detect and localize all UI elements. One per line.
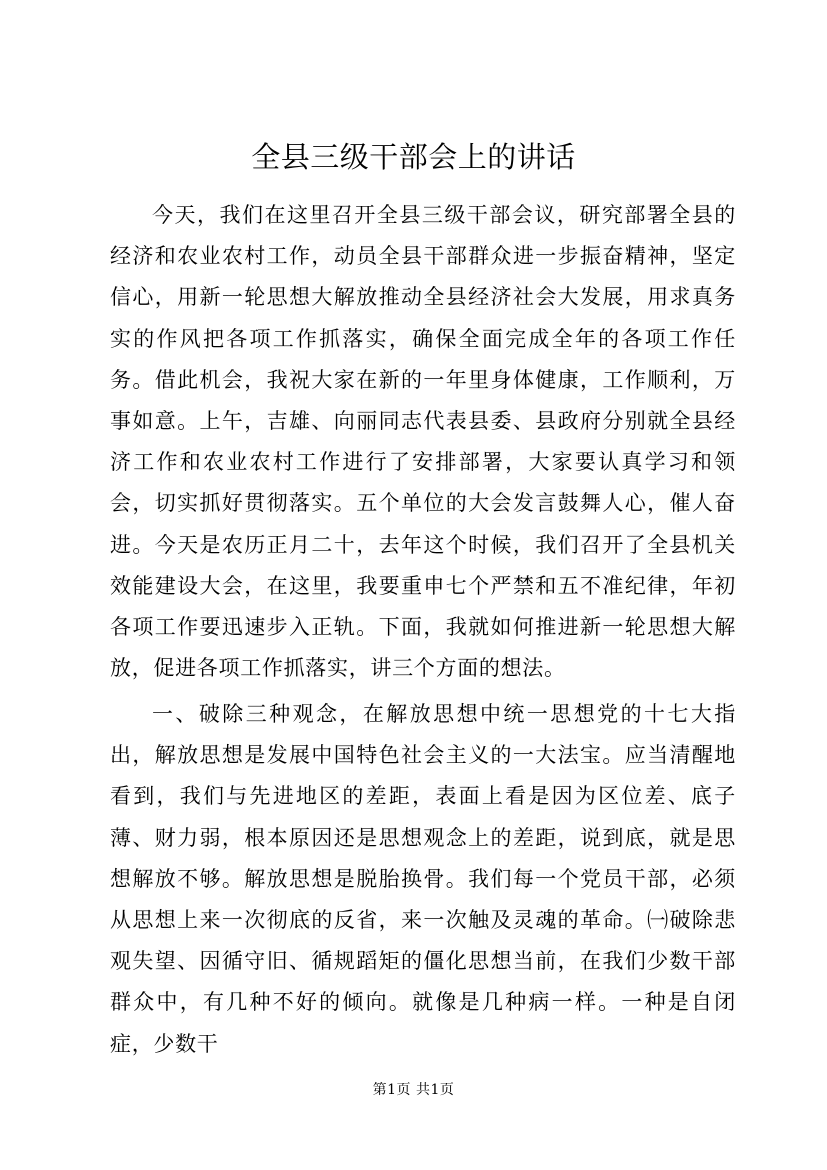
body-paragraph-section-one: 一、破除三种观念，在解放思想中统一思想党的十七大指出，解放思想是发展中国特色社会主义的一大法宝。应当清醒地看到，我们与先进地区的差距，表面上看是因为区位差、底子薄、财力弱，根本原因还是思想观念上的差距，说到底，就是思想解放不够。解放思想是脱胎换骨。我们每一个党员干部，必须从思想上来一次彻底的反省，来一次触及灵魂的革命。㈠破除悲观失望、因循守旧、循规蹈矩的僵化思想当前，在我们少数干部群众中，有几种不好的倾向。就像是几种病一样。一种是自闭症，少数干 [110, 702, 736, 1056]
page-footer-number: 第1页 共1页 [372, 1082, 455, 1098]
document-title: 全县三级干部会上的讲话 [251, 140, 576, 174]
body-paragraph-intro: 今天，我们在这里召开全县三级干部会议，研究部署全县的经济和农业农村工作，动员全县干部群众进一步振奋精神，坚定信心，用新一轮思想大解放推动全县经济社会大发展，用求真务实的作风把各项工作抓落实，确保全面完成全年的各项工作任务。借此机会，我祝大家在新的一年里身体健康，工作顺利，万事如意。上午，吉雄、向丽同志代表县委、县政府分别就全县经济工作和农业农村工作进行了安排部署，大家要认真学习和领会，切实抓好贯彻落实。五个单位的大会发言鼓舞人心，催人奋进。今天是农历正月二十，去年这个时候，我们召开了全县机关效能建设大会，在这里，我要重申七个严禁和五不准纪律，年初各项工作要迅速步入正轨。下面，我就如何推进新一轮思想大解放，促进各项工作抓落实，讲三个方面的想法。 [110, 203, 736, 681]
